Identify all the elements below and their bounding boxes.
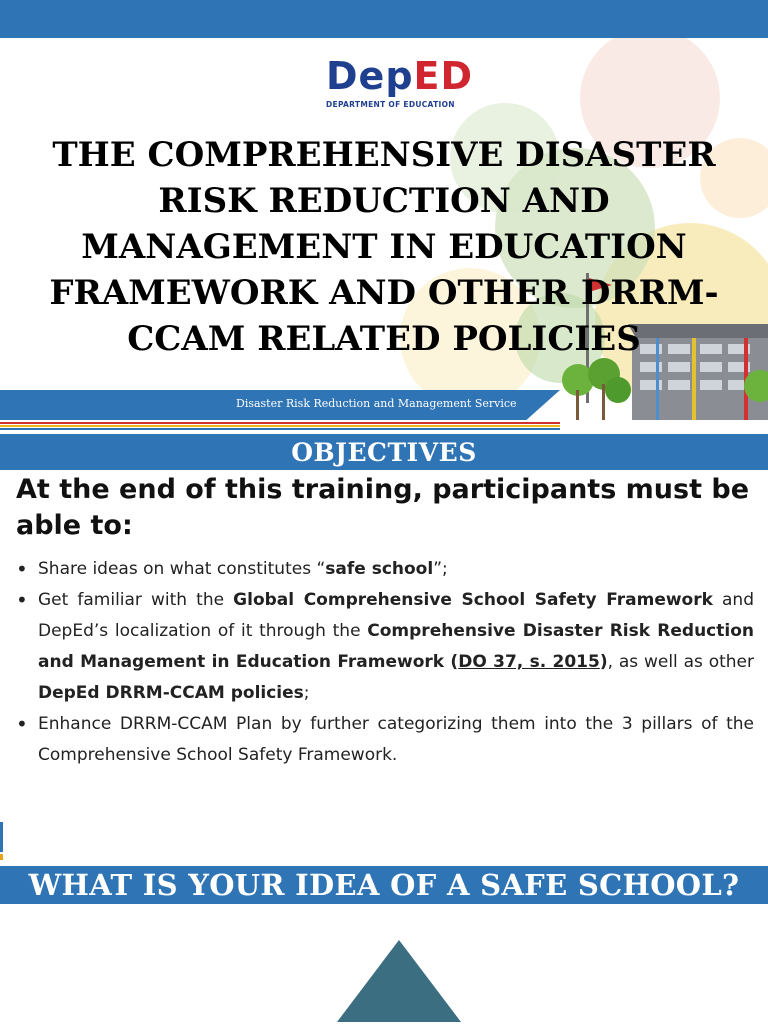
deped-logo [322,52,474,116]
bullet-icon: • [16,557,28,581]
tricolor-stripes [0,422,560,432]
objectives-intro: At the end of this training, participants must be able to: [16,474,750,541]
bullet-icon: • [16,712,28,736]
objectives-heading: OBJECTIVES [291,437,477,467]
title-slide [0,38,768,432]
top-blue-bar [0,0,768,38]
list-item: • Share ideas on what constitutes “safe school”; [14,554,754,585]
question-bar [0,866,768,904]
question-heading: WHAT IS YOUR IDEA OF A SAFE SCHOOL? [28,868,740,902]
edge-marker-accent [0,854,3,860]
logo-subtitle: DEPARTMENT OF EDUCATION [326,100,455,109]
objectives-header-bar [0,434,768,470]
policy-link[interactable]: DO 37, s. 2015 [458,652,600,672]
list-item: • Get familiar with the Global Comprehensive School Safety Framework and DepEd’s localization of it through the Comprehensive Disaster Risk Reduction and Management in Education Framework (DO 37, s. 2015), as well as other DepEd DRRM-CCAM policies; [14,585,754,709]
logo-wordmark: DepED [326,54,474,98]
list-item: • Enhance DRRM-CCAM Plan by further categorizing them into the 3 pillars of the Comprehensive School Safety Framework. [14,709,754,771]
bullet-icon: • [16,588,28,612]
teal-triangle-icon [335,938,463,1024]
edge-marker [0,822,3,852]
slide-title: THE COMPREHENSIVE DISASTER RISK REDUCTION AND MANAGEMENT IN EDUCATION FRAMEWORK AND OTHER DRRM-CCAM RELATED POLICIES [49,135,719,359]
objectives-list [14,554,754,771]
service-label: Disaster Risk Reduction and Management Service [236,397,517,410]
